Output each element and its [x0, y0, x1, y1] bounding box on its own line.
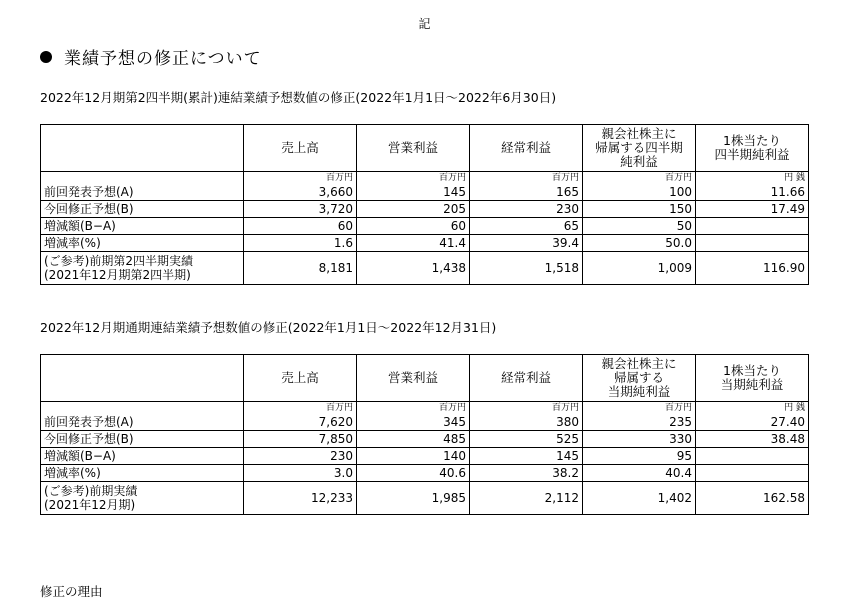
value-cell: 39.4 [470, 235, 583, 252]
unit-cell: 百万円 [244, 402, 357, 415]
table-row [41, 184, 809, 201]
row-label-text-2: (2021年12月期第2四半期) [44, 268, 191, 282]
value-cell: 116.90 [696, 252, 809, 285]
column-header-line: 経常利益 [500, 370, 551, 385]
value-cell: 38.48 [696, 431, 809, 448]
row-label [41, 482, 244, 515]
table-row [41, 218, 809, 235]
row-label [41, 465, 244, 482]
fy-forecast-table [40, 354, 809, 515]
value-cell: 140 [357, 448, 470, 465]
header-row [41, 125, 809, 172]
unit-cell: 百万円 [357, 172, 470, 185]
column-header-line: 当期純利益 [607, 384, 671, 399]
column-header [244, 125, 357, 172]
value-cell: 60 [244, 218, 357, 235]
section-heading-text: 業績予想の修正について [64, 49, 262, 69]
value-cell: 525 [470, 431, 583, 448]
value-cell: 1,985 [357, 482, 470, 515]
column-header-line: 1株当たり [723, 363, 781, 378]
unit-cell: 百万円 [357, 402, 470, 415]
column-header-line: 当期純利益 [720, 377, 784, 392]
row-label [41, 235, 244, 252]
unit-cell: 百万円 [470, 172, 583, 185]
value-cell: 17.49 [696, 201, 809, 218]
column-header-line: 親会社株主に [601, 356, 677, 371]
value-cell: 41.4 [357, 235, 470, 252]
table-row [41, 201, 809, 218]
value-cell: 380 [470, 414, 583, 431]
unit-corner-cell [41, 402, 244, 415]
column-header [244, 355, 357, 402]
reason-heading: 修正の理由 [40, 584, 103, 599]
value-cell: 50 [583, 218, 696, 235]
column-header-line: 経常利益 [500, 140, 551, 155]
row-label [41, 414, 244, 431]
row-label-text: 増減額(B−A) [44, 218, 116, 233]
value-cell: 1,009 [583, 252, 696, 285]
unit-cell: 百万円 [244, 172, 357, 185]
value-cell: 235 [583, 414, 696, 431]
table-row [41, 482, 809, 515]
value-cell: 100 [583, 184, 696, 201]
value-cell: 3,660 [244, 184, 357, 201]
value-cell [696, 465, 809, 482]
value-cell: 50.0 [583, 235, 696, 252]
value-cell: 8,181 [244, 252, 357, 285]
row-label [41, 218, 244, 235]
value-cell: 7,850 [244, 431, 357, 448]
header-corner-cell [41, 355, 244, 402]
value-cell: 345 [357, 414, 470, 431]
column-header-line: 親会社株主に [601, 126, 677, 141]
table-row [41, 235, 809, 252]
value-cell: 150 [583, 201, 696, 218]
column-header [696, 355, 809, 402]
column-header [357, 125, 470, 172]
row-label-text: 今回修正予想(B) [44, 431, 134, 446]
table-row [41, 465, 809, 482]
column-header-line: 帰属する四半期 [595, 140, 683, 155]
row-label [41, 201, 244, 218]
table-row [41, 431, 809, 448]
value-cell: 95 [583, 448, 696, 465]
value-cell: 38.2 [470, 465, 583, 482]
unit-corner-cell [41, 172, 244, 185]
column-header-line: 営業利益 [387, 140, 438, 155]
row-label [41, 431, 244, 448]
row-label [41, 448, 244, 465]
value-cell [696, 448, 809, 465]
row-label-text: 今回修正予想(B) [44, 201, 134, 216]
value-cell: 165 [470, 184, 583, 201]
value-cell: 230 [244, 448, 357, 465]
row-label-text: 増減率(%) [44, 465, 101, 480]
column-header-line: 営業利益 [387, 370, 438, 385]
value-cell: 485 [357, 431, 470, 448]
column-header [357, 355, 470, 402]
unit-cell: 百万円 [583, 402, 696, 415]
value-cell: 1,438 [357, 252, 470, 285]
value-cell: 3,720 [244, 201, 357, 218]
value-cell [696, 218, 809, 235]
ki-mark: 記 [418, 17, 431, 31]
q2-subtitle: 2022年12月期第2四半期(累計)連結業績予想数値の修正(2022年1月1日～2022年6月30日) [40, 90, 557, 105]
value-cell [696, 235, 809, 252]
table-row [41, 252, 809, 285]
column-header-line: 純利益 [620, 154, 658, 169]
value-cell: 1,518 [470, 252, 583, 285]
value-cell: 330 [583, 431, 696, 448]
header-corner-cell [41, 125, 244, 172]
value-cell: 40.4 [583, 465, 696, 482]
value-cell: 60 [357, 218, 470, 235]
column-header-line: 帰属する [613, 370, 664, 385]
row-label-text: 増減額(B−A) [44, 448, 116, 463]
value-cell: 27.40 [696, 414, 809, 431]
column-header [470, 125, 583, 172]
column-header [696, 125, 809, 172]
unit-cell: 百万円 [583, 172, 696, 185]
column-header-line: 売上高 [281, 370, 319, 385]
value-cell: 7,620 [244, 414, 357, 431]
value-cell: 145 [470, 448, 583, 465]
column-header [583, 355, 696, 402]
value-cell: 40.6 [357, 465, 470, 482]
value-cell: 12,233 [244, 482, 357, 515]
unit-cell: 円 銭 [696, 402, 809, 415]
value-cell: 205 [357, 201, 470, 218]
value-cell: 1,402 [583, 482, 696, 515]
section-heading [40, 44, 262, 69]
unit-row [41, 172, 809, 185]
column-header-line: 売上高 [281, 140, 319, 155]
header-row [41, 355, 809, 402]
column-header-line: 四半期純利益 [714, 147, 790, 162]
fy-subtitle: 2022年12月期通期連結業績予想数値の修正(2022年1月1日～2022年12月31日) [40, 320, 497, 335]
row-label-text: (ご参考)前期実績 [44, 484, 138, 498]
value-cell: 11.66 [696, 184, 809, 201]
row-label-text: 増減率(%) [44, 235, 101, 250]
value-cell: 3.0 [244, 465, 357, 482]
column-header [583, 125, 696, 172]
unit-cell: 百万円 [470, 402, 583, 415]
value-cell: 230 [470, 201, 583, 218]
table-row [41, 448, 809, 465]
row-label-text-2: (2021年12月期) [44, 498, 136, 512]
value-cell: 1.6 [244, 235, 357, 252]
value-cell: 162.58 [696, 482, 809, 515]
unit-cell: 円 銭 [696, 172, 809, 185]
row-label-text: 前回発表予想(A) [44, 184, 134, 199]
table-row [41, 414, 809, 431]
value-cell: 65 [470, 218, 583, 235]
unit-row [41, 402, 809, 415]
value-cell: 2,112 [470, 482, 583, 515]
bullet-icon [40, 51, 52, 63]
column-header-line: 1株当たり [723, 133, 781, 148]
row-label-text: 前回発表予想(A) [44, 414, 134, 429]
value-cell: 145 [357, 184, 470, 201]
row-label [41, 184, 244, 201]
row-label-text: (ご参考)前期第2四半期実績 [44, 254, 193, 268]
column-header [470, 355, 583, 402]
row-label [41, 252, 244, 285]
q2-forecast-table [40, 124, 809, 285]
